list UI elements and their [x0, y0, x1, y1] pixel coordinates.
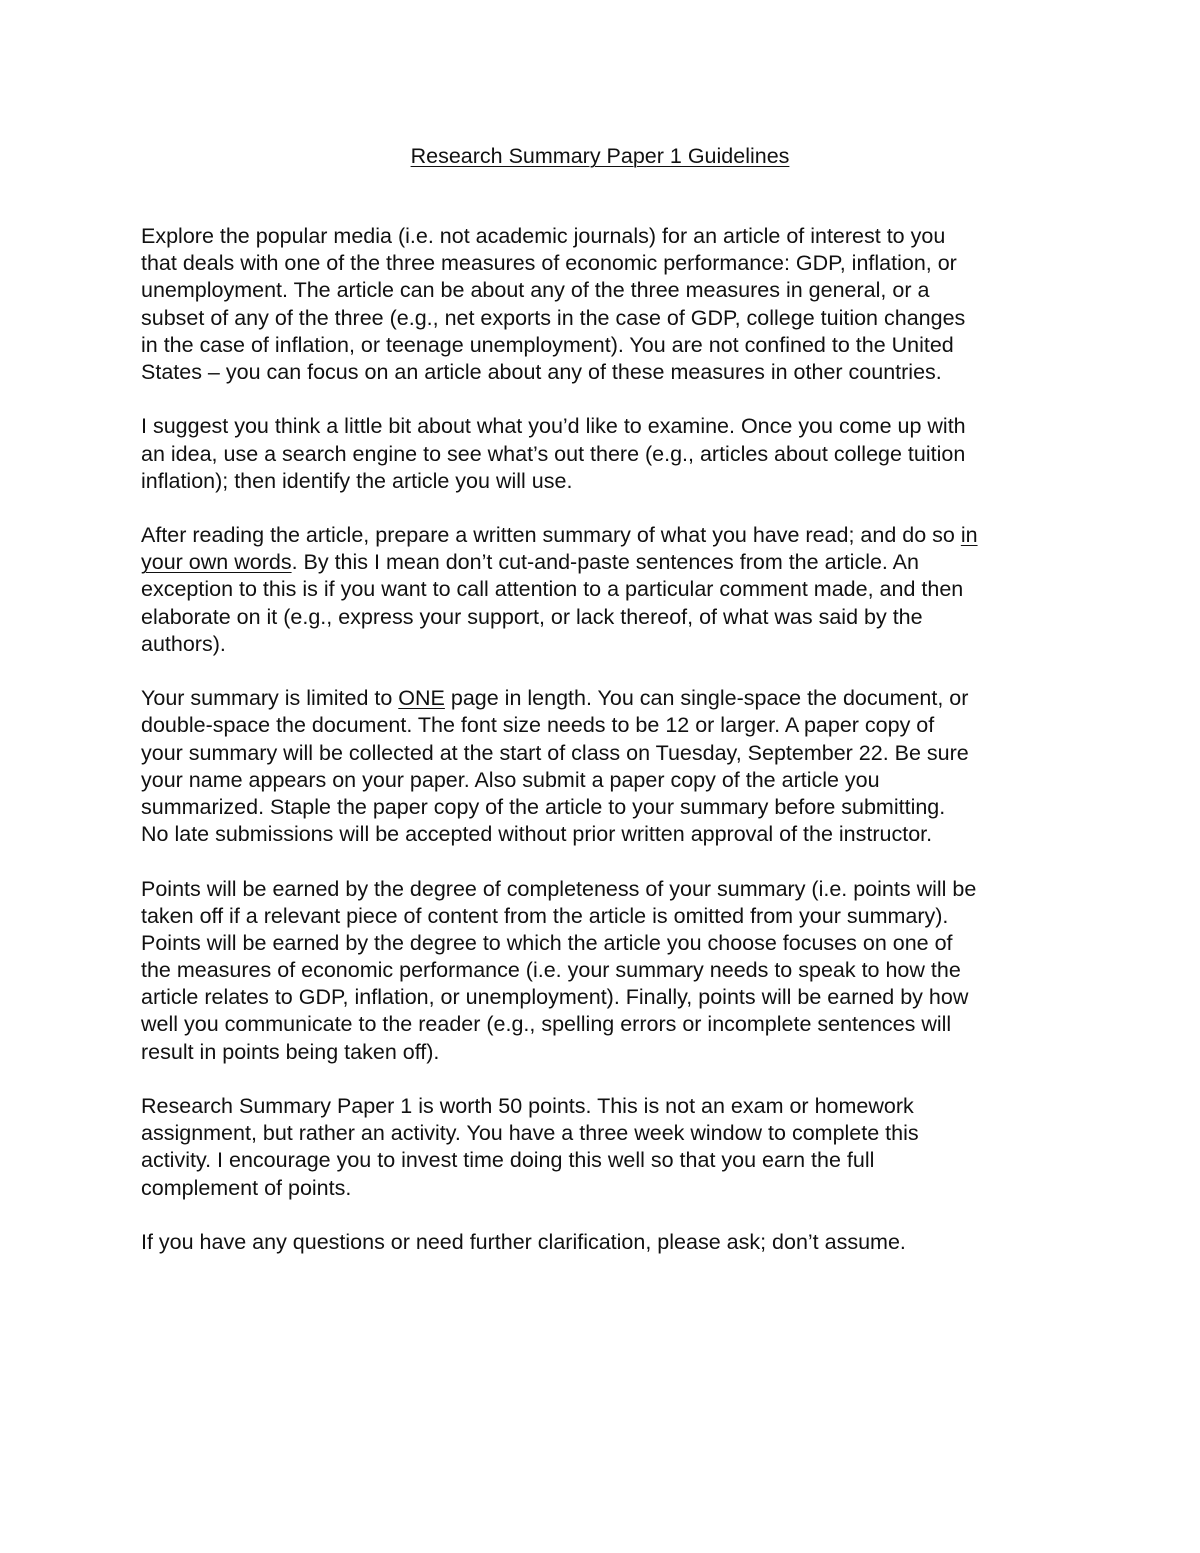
text-run: Your summary is limited to	[141, 686, 399, 711]
text-run: . By this I mean don’t cut-and-paste sentences from the article. An	[291, 550, 919, 575]
text-line: your summary will be collected at the start of class on Tuesday, September 22. Be sure	[141, 740, 969, 765]
text-line: double-space the document. The font size needs to be 12 or larger. A paper copy of	[141, 713, 935, 738]
paragraph-gap	[141, 386, 1071, 413]
text-run: page in length. You can single-space the document, or	[444, 686, 969, 711]
text-line: that deals with one of the three measures of economic performance: GDP, inflation, or	[141, 251, 957, 276]
paragraph-gap	[141, 495, 1071, 522]
paragraph-gap	[141, 1202, 1071, 1229]
text-line: I suggest you think a little bit about what you’d like to examine. Once you come up with	[141, 414, 966, 439]
underlined-text: ONE	[398, 686, 445, 711]
text-run: After reading the article, prepare a written summary of what you have read; and do so	[141, 523, 961, 548]
text-line: authors).	[141, 631, 226, 656]
paragraph-summary-limit	[141, 685, 1071, 848]
text-line: article relates to GDP, inflation, or unemployment). Finally, points will be earned by how	[141, 985, 969, 1010]
paragraph-explore	[141, 223, 1071, 386]
text-line: unemployment. The article can be about any of the three measures in general, or a	[141, 278, 930, 303]
text-line: activity. I encourage you to invest time doing this well so that you earn the full	[141, 1148, 875, 1173]
text-line: the measures of economic performance (i.e. your summary needs to speak to how the	[141, 958, 961, 983]
paragraph-suggest	[141, 413, 1071, 495]
text-line	[141, 522, 1071, 549]
document-title: Research Summary Paper 1 Guidelines	[410, 144, 790, 168]
text-line: inflation); then identify the article you will use.	[141, 468, 573, 493]
paragraph-gap	[141, 848, 1071, 875]
document-body	[141, 223, 1071, 1256]
text-line: elaborate on it (e.g., express your support, or lack thereof, of what was said by the	[141, 604, 923, 629]
text-line: summarized. Staple the paper copy of the article to your summary before submitting.	[141, 794, 946, 819]
paragraph-after-reading	[141, 522, 1071, 658]
underlined-text: your own words	[141, 550, 292, 575]
paragraph-gap	[141, 1066, 1071, 1093]
text-line: States – you can focus on an article about any of these measures in other countries.	[141, 359, 942, 384]
text-line	[141, 549, 1071, 576]
paragraph-questions	[141, 1229, 1071, 1256]
text-line: your name appears on your paper. Also submit a paper copy of the article you	[141, 767, 880, 792]
paragraph-worth	[141, 1093, 1071, 1202]
text-line: Points will be earned by the degree to which the article you choose focuses on one of	[141, 930, 953, 955]
text-line: Research Summary Paper 1 is worth 50 points. This is not an exam or homework	[141, 1094, 914, 1118]
text-line	[141, 685, 1071, 712]
text-line: Explore the popular media (i.e. not academic journals) for an article of interest to you	[141, 224, 946, 248]
text-line: Points will be earned by the degree of completeness of your summary (i.e. points will be	[141, 876, 977, 901]
paragraph-gap	[141, 658, 1071, 685]
text-line: No late submissions will be accepted without prior written approval of the instructor.	[141, 822, 933, 847]
text-line: result in points being taken off).	[141, 1039, 440, 1064]
text-line: well you communicate to the reader (e.g., spelling errors or incomplete sentences will	[141, 1012, 952, 1037]
text-line: exception to this is if you want to call attention to a particular comment made, and then	[141, 577, 964, 602]
text-line: complement of points.	[141, 1175, 352, 1200]
text-line: subset of any of the three (e.g., net exports in the case of GDP, college tuition changes	[141, 305, 966, 330]
text-line: assignment, but rather an activity. You have a three week window to complete this	[141, 1121, 919, 1146]
paragraph-points	[141, 876, 1071, 1066]
text-line: taken off if a relevant piece of content from the article is omitted from your summary).	[141, 903, 949, 928]
text-line: an idea, use a search engine to see what’s out there (e.g., articles about college tuition	[141, 441, 966, 466]
underlined-text: in	[960, 523, 978, 548]
text-line: in the case of inflation, or teenage unemployment). You are not confined to the United	[141, 332, 954, 357]
text-line: If you have any questions or need further clarification, please ask; don’t assume.	[141, 1229, 906, 1254]
